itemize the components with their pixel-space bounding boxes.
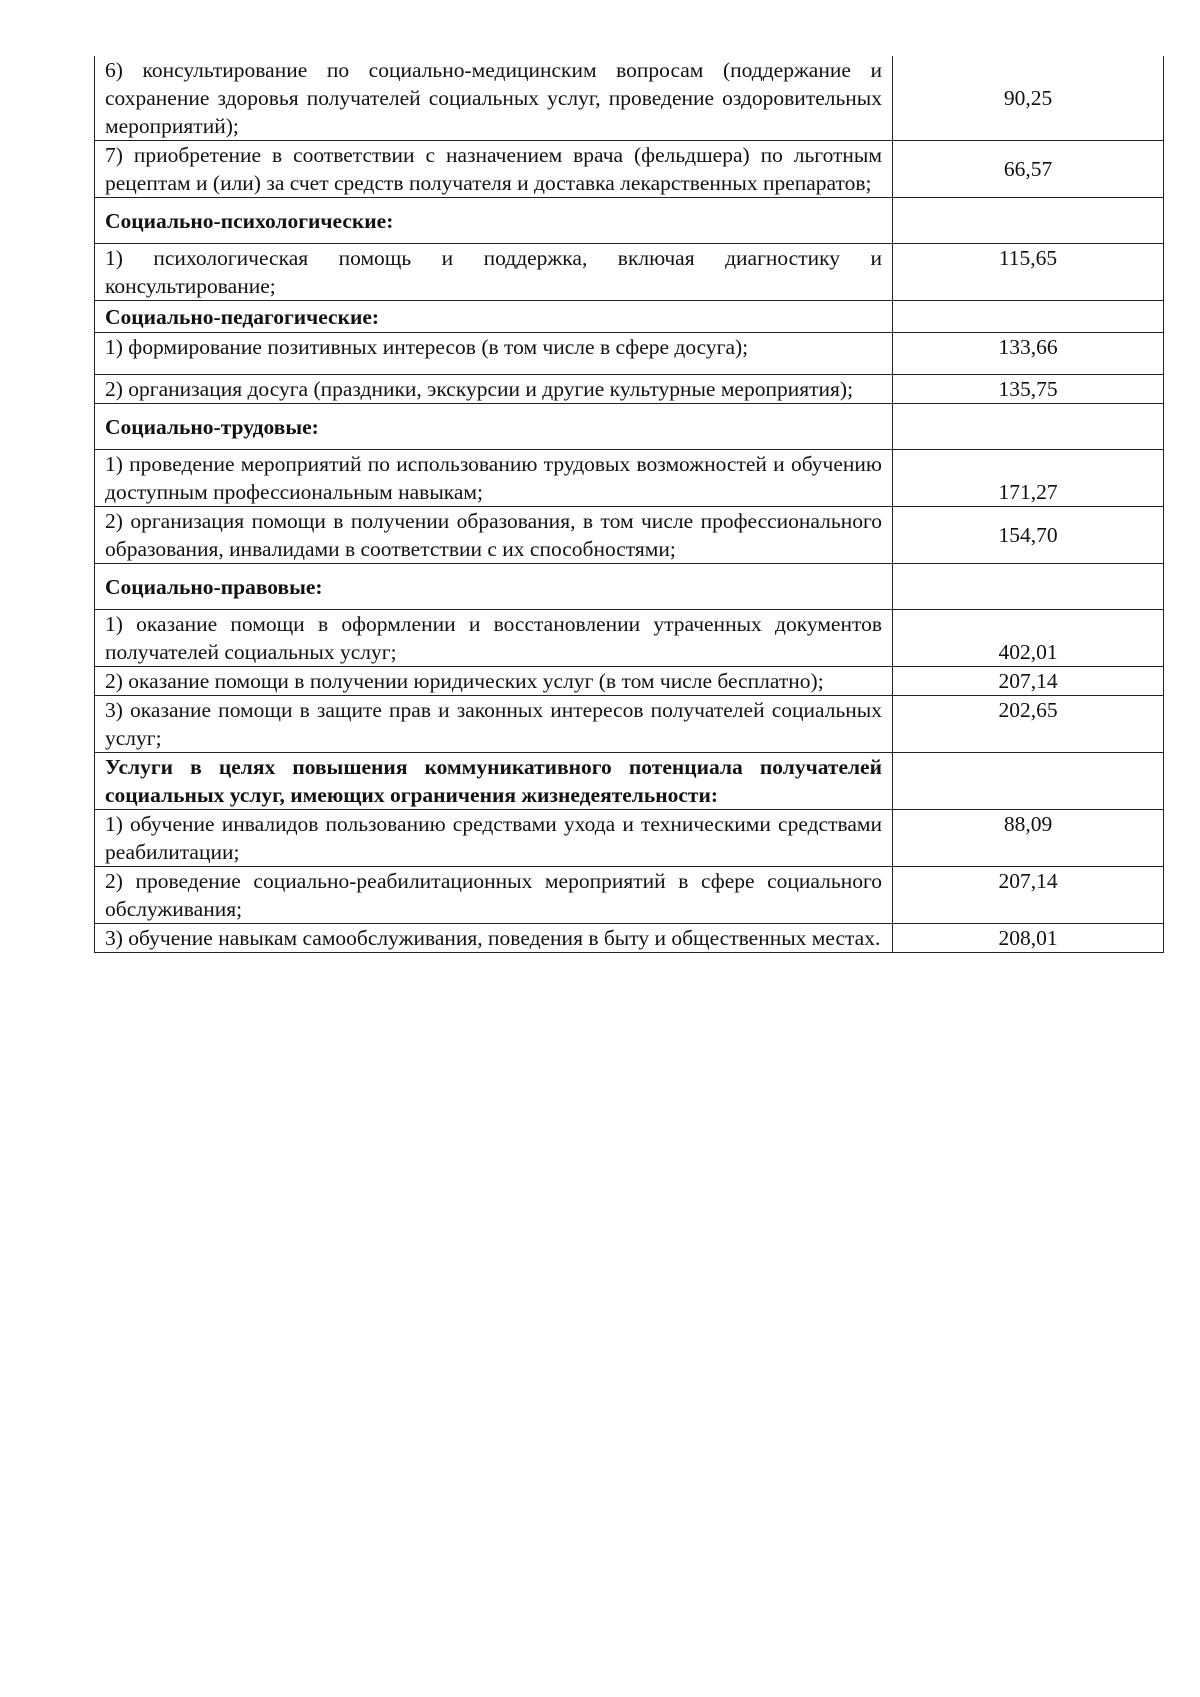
service-price: 207,14 — [893, 867, 1164, 924]
table-row — [95, 696, 1164, 753]
service-price: 66,57 — [893, 141, 1164, 198]
service-price: 208,01 — [893, 924, 1164, 953]
section-header-row — [95, 301, 1164, 333]
table-row — [95, 867, 1164, 924]
service-description: 1) оказание помощи в оформлении и восстановлении утраченных документов получателей социальных услуг; — [95, 610, 893, 667]
service-price: 88,09 — [893, 810, 1164, 867]
service-description: 3) обучение навыкам самообслуживания, поведения в быту и общественных местах. — [95, 924, 893, 953]
service-description: 7) приобретение в соответствии с назначением врача (фельдшера) по льготным рецептам и (или) за счет средств получателя и доставка лекарственных препаратов; — [95, 141, 893, 198]
section-price-empty — [893, 753, 1164, 810]
section-title: Социально-психологические: — [95, 198, 893, 244]
section-header-row — [95, 404, 1164, 450]
table-row — [95, 450, 1164, 507]
tariff-table — [94, 56, 1164, 953]
table-row — [95, 56, 1164, 141]
service-price: 154,70 — [893, 507, 1164, 564]
service-description: 2) проведение социально-реабилитационных мероприятий в сфере социального обслуживания; — [95, 867, 893, 924]
service-price: 402,01 — [893, 610, 1164, 667]
section-header-row — [95, 753, 1164, 810]
service-price: 133,66 — [893, 333, 1164, 375]
service-price: 207,14 — [893, 667, 1164, 696]
section-title: Социально-педагогические: — [95, 301, 893, 333]
service-description: 2) организация помощи в получении образования, в том числе профессионального образования, инвалидами в соответствии с их способностями; — [95, 507, 893, 564]
section-title: Услуги в целях повышения коммуникативного потенциала получателей социальных услуг, имеющих ограничения жизнедеятельности: — [95, 753, 893, 810]
table-row — [95, 141, 1164, 198]
table-row — [95, 333, 1164, 375]
table-row — [95, 924, 1164, 953]
service-price: 171,27 — [893, 450, 1164, 507]
service-price: 115,65 — [893, 244, 1164, 301]
service-description: 3) оказание помощи в защите прав и законных интересов получателей социальных услуг; — [95, 696, 893, 753]
service-price: 135,75 — [893, 375, 1164, 404]
section-header-row — [95, 198, 1164, 244]
service-description: 1) формирование позитивных интересов (в том числе в сфере досуга); — [95, 333, 893, 375]
section-price-empty — [893, 564, 1164, 610]
service-price: 202,65 — [893, 696, 1164, 753]
table-row — [95, 610, 1164, 667]
table-row — [95, 244, 1164, 301]
service-description: 1) обучение инвалидов пользованию средствами ухода и техническими средствами реабилитации; — [95, 810, 893, 867]
table-row — [95, 667, 1164, 696]
service-price: 90,25 — [893, 56, 1164, 141]
section-price-empty — [893, 301, 1164, 333]
service-description: 6) консультирование по социально-медицинским вопросам (поддержание и сохранение здоровья получателей социальных услуг, проведение оздоровительных мероприятий); — [95, 56, 893, 141]
service-description: 1) проведение мероприятий по использованию трудовых возможностей и обучению доступным профессиональным навыкам; — [95, 450, 893, 507]
section-price-empty — [893, 198, 1164, 244]
service-description: 2) организация досуга (праздники, экскурсии и другие культурные мероприятия); — [95, 375, 893, 404]
table-row — [95, 375, 1164, 404]
section-price-empty — [893, 404, 1164, 450]
table-row — [95, 507, 1164, 564]
section-header-row — [95, 564, 1164, 610]
section-title: Социально-трудовые: — [95, 404, 893, 450]
section-title: Социально-правовые: — [95, 564, 893, 610]
table-row — [95, 810, 1164, 867]
service-description: 1) психологическая помощь и поддержка, включая диагностику и консультирование; — [95, 244, 893, 301]
service-description: 2) оказание помощи в получении юридических услуг (в том числе бесплатно); — [95, 667, 893, 696]
